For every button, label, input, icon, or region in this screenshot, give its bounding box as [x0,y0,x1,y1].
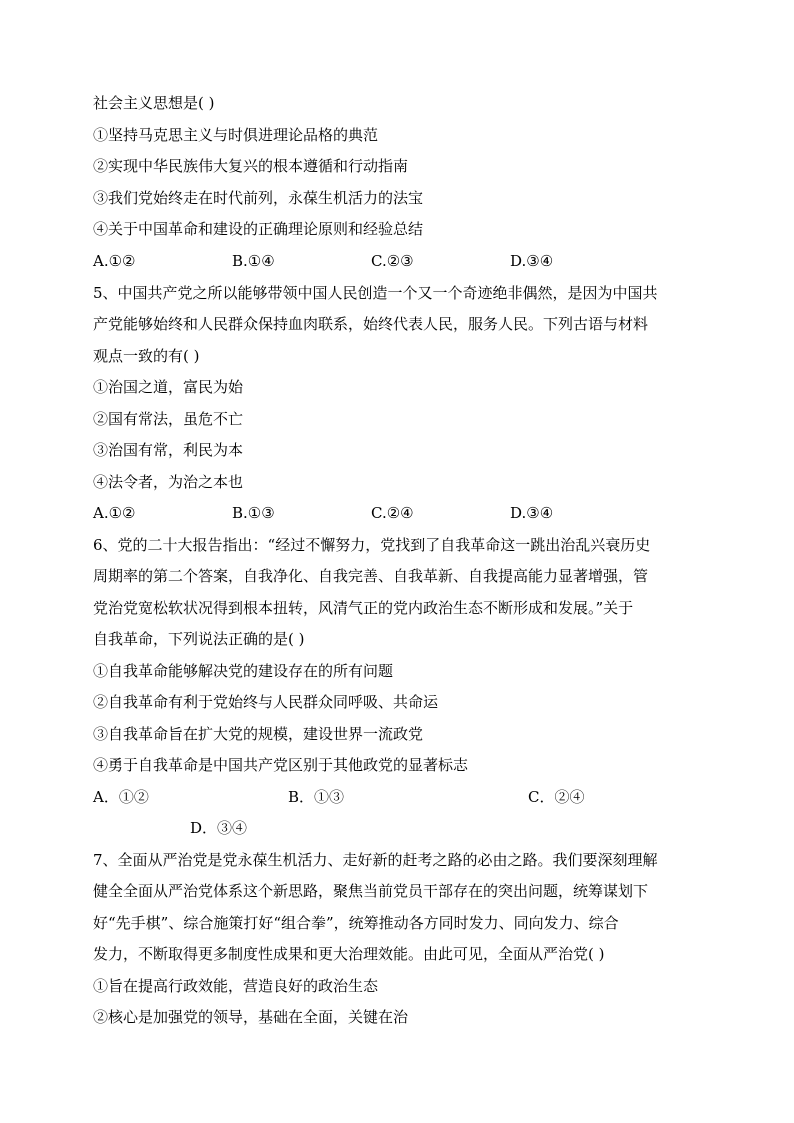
q5-stem-line-1: 5、中国共产党之所以能够带领中国人民创造一个又一个奇迹绝非偶然，是因为中国共 [93,284,658,302]
q4-item-4: ④关于中国革命和建设的正确理论原则和经验总结 [93,220,424,238]
q5-item-1: ①治国之道，富民为始 [93,378,244,396]
q4-option-a: A.①② [93,252,136,270]
q5-option-b: B.①③ [232,504,275,522]
q5-stem-line-3: 观点一致的有( ) [93,347,200,365]
q5-option-d: D.③④ [510,504,554,522]
q5-option-c: C.②④ [371,504,414,522]
q4-option-c: C.②③ [371,252,414,270]
q6-stem-line-2: 周期率的第二个答案，自我净化、自我完善、自我革新、自我提高能力显著增强，管 [93,567,649,585]
q6-item-4: ④勇于自我革命是中国共产党区别于其他政党的显著标志 [93,756,469,774]
q4-option-b: B.①④ [232,252,275,270]
q6-stem-line-1: 6、党的二十大报告指出：“经过不懈努力，党找到了自我革命这一跳出治乱兴衰历史 [93,536,651,554]
q4-item-1: ①坚持马克思主义与时俱进理论品格的典范 [93,126,379,144]
q4-stem-tail: 社会主义思想是( ) [93,94,215,112]
q5-option-a: A.①② [93,504,136,522]
q7-stem-line-2: 健全全面从严治党体系这个新思路，聚焦当前党员干部存在的突出问题，统筹谋划下 [93,882,649,900]
q6-item-2: ②自我革命有利于党始终与人民群众同呼吸、共命运 [93,693,439,711]
q7-stem-line-3: 好“先手棋”、综合施策打好“组合拳”，统筹推动各方同时发力、同向发力、综合 [93,914,619,932]
q6-item-3: ③自我革命旨在扩大党的规模，建设世界一流政党 [93,725,424,743]
q4-item-3: ③我们党始终走在时代前列，永葆生机活力的法宝 [93,189,424,207]
q6-stem-line-3: 党治党宽松软状况得到根本扭转，风清气正的党内政治生态不断形成和发展。”关于 [93,599,634,617]
q4-item-2: ②实现中华民族伟大复兴的根本遵循和行动指南 [93,157,409,175]
q5-item-2: ②国有常法，虽危不亡 [93,410,244,428]
q6-option-a: A．①② [93,788,149,806]
q6-option-b: B．①③ [288,788,345,806]
q4-option-d: D.③④ [510,252,554,270]
q6-stem-line-4: 自我革命，下列说法正确的是( ) [93,630,305,648]
q5-item-4: ④法令者，为治之本也 [93,473,244,491]
q7-item-2: ②核心是加强党的领导，基础在全面，关键在治 [93,1008,409,1026]
q5-item-3: ③治国有常，利民为本 [93,441,244,459]
q6-option-c: C．②④ [528,788,585,806]
q5-stem-line-2: 产党能够始终和人民群众保持血肉联系，始终代表人民，服务人民。下列古语与材料 [93,315,649,333]
q7-stem-line-1: 7、全面从严治党是党永葆生机活力、走好新的赶考之路的必由之路。我们要深刻理解 [93,851,658,869]
q6-option-d: D．③④ [190,819,248,837]
q6-item-1: ①自我革命能够解决党的建设存在的所有问题 [93,662,394,680]
q7-item-1: ①旨在提高行政效能，营造良好的政治生态 [93,977,379,995]
q7-stem-line-4: 发力，不断取得更多制度性成果和更大治理效能。由此可见，全面从严治党( ) [93,945,605,963]
